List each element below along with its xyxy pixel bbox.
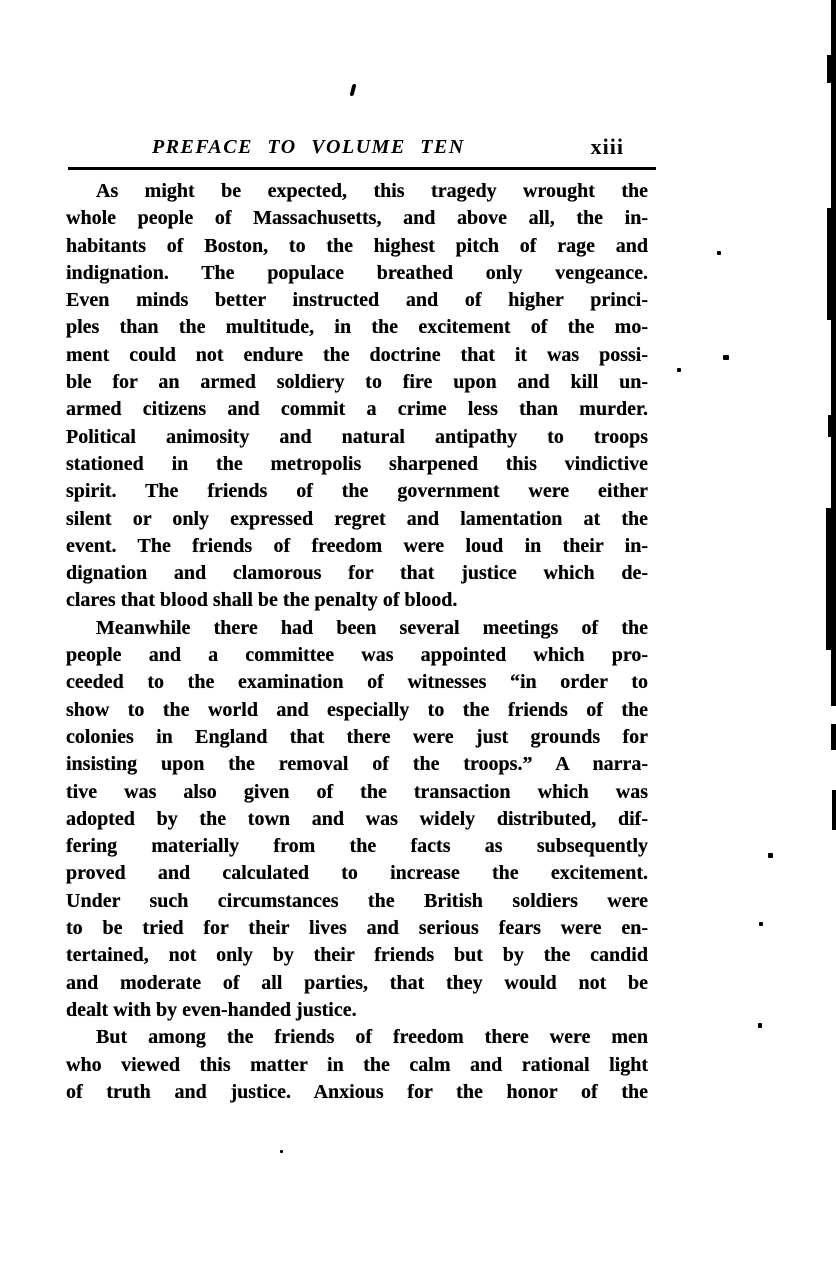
scan-speck: [350, 84, 357, 96]
scan-edge-line: [827, 55, 836, 83]
paragraph: [66, 1024, 648, 1106]
text-line: stationed in the metropolis sharpened this vindictive: [66, 452, 648, 475]
scan-edge-line: [832, 790, 836, 830]
text-line: spirit. The friends of the government were either: [66, 480, 648, 503]
text-line: who viewed this matter in the calm and rational light: [66, 1053, 648, 1076]
text-line: tive was also given of the transaction which was: [66, 780, 648, 803]
text-line: dignation and clamorous for that justice which de-: [66, 562, 648, 585]
text-line: people and a committee was appointed which pro-: [66, 644, 648, 667]
scan-edge-line: [826, 508, 836, 650]
text-line: and moderate of all parties, that they would not be: [66, 971, 648, 994]
scan-speck: [768, 853, 773, 858]
text-line: of truth and justice. Anxious for the honor of the: [66, 1080, 648, 1103]
text-line: proved and calculated to increase the excitement.: [66, 862, 648, 885]
paragraph: [66, 178, 648, 615]
text-line: Under such circumstances the British soldiers were: [66, 889, 648, 912]
text-line: armed citizens and commit a crime less than murder.: [66, 398, 648, 421]
scan-speck: [758, 1023, 762, 1028]
text-line: silent or only expressed regret and lamentation at the: [66, 507, 648, 530]
page-number: xiii: [590, 134, 624, 159]
text-line: whole people of Massachusetts, and above all, the in-: [66, 207, 648, 230]
text-line: ment could not endure the doctrine that it was possi-: [66, 343, 648, 366]
text-line: Even minds better instructed and of higher princi-: [66, 289, 648, 312]
text-body: [66, 178, 648, 1106]
running-head: [66, 136, 648, 166]
text-line: indignation. The populace breathed only vengeance.: [66, 261, 648, 284]
scan-edge-line: [827, 208, 836, 320]
scan-speck: [759, 922, 763, 926]
text-line: adopted by the town and was widely distributed, dif-: [66, 807, 648, 830]
text-line: Political animosity and natural antipathy to troops: [66, 425, 648, 448]
paragraph: [66, 615, 648, 1024]
text-line: dealt with by even-handed justice.: [66, 998, 357, 1021]
text-line: As might be expected, this tragedy wrought the: [96, 180, 648, 202]
header-rule: [68, 167, 656, 170]
text-line: show to the world and especially to the friends of the: [66, 698, 648, 721]
scan-edge-line: [831, 724, 836, 750]
scan-speck: [677, 368, 681, 372]
scan-speck: [723, 355, 729, 360]
text-line: ceeded to the examination of witnesses “in order to: [66, 671, 648, 694]
text-line: But among the friends of freedom there were men: [96, 1026, 648, 1049]
text-line: habitants of Boston, to the highest pitch of rage and: [66, 234, 648, 257]
text-line: event. The friends of freedom were loud in their in-: [66, 534, 648, 557]
page-title: PREFACE TO VOLUME TEN: [152, 136, 465, 158]
text-line: insisting upon the removal of the troops.” A narra-: [66, 753, 648, 776]
text-line: to be tried for their lives and serious fears were en-: [66, 917, 648, 940]
text-line: tertained, not only by their friends but by the candid: [66, 944, 648, 967]
scan-edge-line: [828, 415, 836, 437]
text-line: fering materially from the facts as subsequently: [66, 835, 648, 858]
text-line: ble for an armed soldiery to fire upon and kill un-: [66, 371, 648, 394]
text-line: clares that blood shall be the penalty of blood.: [66, 589, 458, 612]
text-line: ples than the multitude, in the excitement of the mo-: [66, 316, 648, 339]
scan-speck: [717, 251, 721, 255]
scan-speck: [280, 1150, 283, 1153]
text-line: colonies in England that there were just grounds for: [66, 725, 648, 748]
text-line: Meanwhile there had been several meetings of the: [96, 616, 648, 639]
